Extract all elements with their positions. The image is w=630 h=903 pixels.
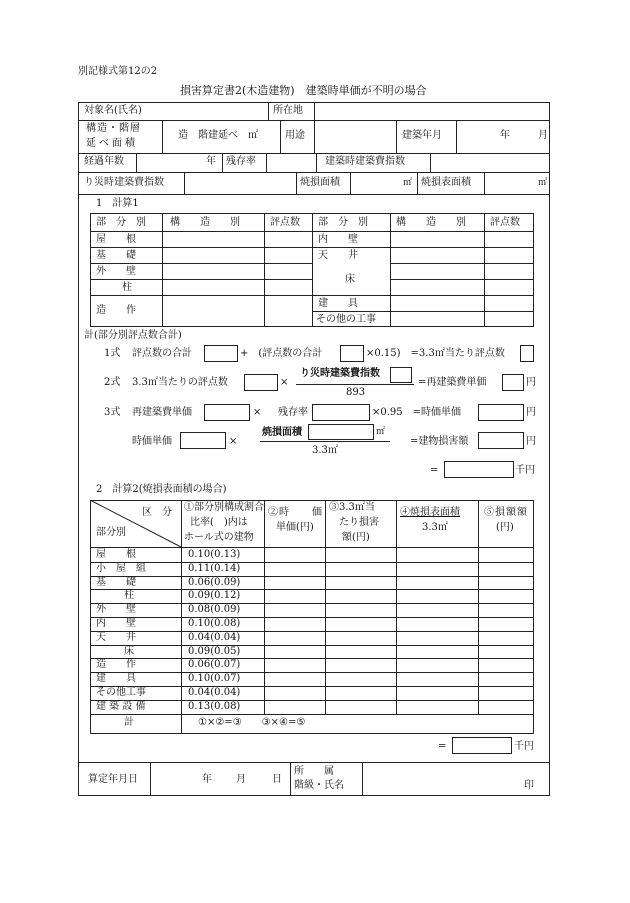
calc2-row-part: 屋 根: [96, 549, 136, 560]
calc1-heading: 1 計算1: [96, 198, 139, 209]
calc1-part-exterior-wall: 外 壁: [96, 266, 136, 277]
formula4-sqm: ㎡: [376, 427, 386, 437]
formula1-plus-text: + (評点数の合計: [240, 348, 323, 359]
calc2-thousand-yen: 千円: [514, 741, 534, 752]
calc2-row-ratio: 0.10(0.07): [188, 673, 241, 685]
calc2-row-ratio: 0.09(0.05): [188, 645, 241, 657]
formula3-residual-rate: 残存率: [278, 407, 308, 418]
calc2-row-divider: [90, 562, 534, 563]
col3-header-line1: ③3.3㎡当: [329, 502, 375, 513]
calc2-row-divider: [90, 589, 534, 590]
formula3-residual-rate-field[interactable]: [312, 404, 370, 421]
structure-floors-label: 構造・階層: [86, 123, 141, 134]
calc2-row-ratio: 0.13(0.08): [188, 700, 241, 712]
col4-header-line1: ④焼損表面積: [400, 507, 460, 518]
formula4-market-price-field[interactable]: [180, 432, 226, 449]
calc2-row-part: 外 壁: [96, 604, 136, 616]
col2-header-line1: ②時 価: [268, 507, 323, 518]
calc2-total-formula: ①×②=③ ③×④=⑤: [198, 717, 306, 728]
calc2-row-divider: [90, 576, 534, 577]
corner-bottom-label: 部分別: [96, 527, 126, 538]
calc1-part-interior-wall: 内 壁: [318, 234, 358, 245]
calc2-row-ratio: 0.08(0.09): [188, 604, 241, 616]
disaster-cost-index-label: り災時建築費指数: [84, 177, 164, 188]
build-month-unit: 月: [538, 130, 548, 141]
calc2-row-divider: [90, 603, 534, 604]
calc1-header-structure-left: 構 造 別: [170, 217, 240, 228]
col1-header-line2: 比率( )内は: [190, 517, 248, 528]
rank-name-label: 階級・氏名: [294, 780, 344, 791]
calc1-part-pillar: 柱: [122, 282, 132, 293]
calc1-header-score-right: 評点数: [490, 217, 520, 228]
formula2-label: 2式: [104, 377, 121, 388]
calc2-row-part: 建 具: [96, 673, 136, 685]
build-year-unit: 年: [500, 130, 510, 141]
formula2-score-field[interactable]: [244, 374, 278, 391]
calc2-row-divider: [90, 700, 534, 701]
calc2-row-part: 天 井: [96, 631, 136, 643]
formula1-score-total: 評点数の合計: [132, 348, 192, 359]
formula2-rebuild-unit-price: =再建築費単価: [418, 377, 487, 388]
formula4-damage-amount: =建物損害額: [410, 436, 469, 447]
formula3-result-field[interactable]: [478, 404, 524, 421]
formula4-burned-area-field[interactable]: [308, 424, 374, 440]
formula1-result-text: ×0.15) =3.3㎡当たり評点数: [366, 348, 505, 359]
calc1-header-part-right: 部 分 別: [318, 217, 368, 228]
calc2-row-ratio: 0.09(0.12): [188, 590, 241, 602]
col1-header-line3: ホール式の建物: [184, 532, 254, 543]
calc1-part-other-work: その他の工事: [316, 314, 376, 325]
calc1-thousand-eq: =: [430, 465, 439, 476]
formula1-label: 1式: [104, 348, 121, 359]
col4-header-line2: 3.3㎡: [422, 522, 448, 533]
calc2-thousand-eq: =: [438, 741, 447, 752]
calc2-row-ratio: 0.10(0.13): [188, 549, 241, 560]
calc2-row-part: 床: [124, 645, 134, 657]
formula4-denominator: 3.3㎡: [312, 445, 338, 456]
calc2-row-divider: [90, 645, 534, 646]
calc1-part-roof: 屋 根: [96, 234, 136, 245]
formula2-index-field[interactable]: [390, 367, 412, 383]
build-cost-index-label: 建築時建築費指数: [325, 156, 405, 167]
formula3-times: ×: [253, 407, 262, 418]
calc2-row-divider: [90, 658, 534, 659]
total-floor-area-label: 延べ面積: [86, 138, 138, 149]
residual-rate-label: 残存率: [226, 156, 256, 167]
formula2-denominator: 893: [346, 387, 366, 398]
calc1-part-floor: 床: [345, 274, 355, 285]
formula2-times: ×: [280, 377, 289, 388]
calc2-row-ratio: 0.11(0.14): [188, 562, 241, 574]
seal-label: 印: [524, 780, 534, 791]
page-title: 損害算定書2(木造建物) 建築時単価が不明の場合: [180, 84, 427, 97]
calc1-thousand-yen: 千円: [515, 465, 535, 476]
calc-date-year: 年: [202, 774, 212, 785]
formula2-yen: 円: [526, 377, 536, 388]
calc2-row-ratio: 0.04(0.04): [188, 631, 241, 643]
col5-header-line2: (円): [496, 522, 514, 533]
calc2-thousand-yen-field[interactable]: [452, 737, 512, 754]
formula1-score-total-field[interactable]: [204, 345, 238, 362]
col3-header-line2: たり損害: [339, 517, 379, 528]
structure-value: 造 階建延べ ㎡: [178, 130, 258, 141]
burned-surface-area-unit: ㎡: [538, 178, 548, 188]
formula1-score-total-field-2[interactable]: [340, 345, 364, 362]
calc2-row-part: その他工事: [96, 687, 146, 698]
calc1-total-label: 計(部分別評点数合計): [84, 330, 182, 341]
calc2-row-ratio: 0.06(0.09): [188, 576, 241, 588]
calc2-row-part: 基 礎: [96, 576, 136, 588]
formula3-yen: 円: [526, 407, 536, 418]
calc2-row-divider: [90, 686, 534, 687]
calc2-row-part: 内 壁: [96, 618, 136, 629]
col5-header-line1: ⑤損額額: [484, 507, 528, 518]
calc-date-month: 月: [236, 774, 246, 785]
calc1-part-ceiling: 天 井: [318, 250, 358, 261]
calc1-part-fittings: 建 具: [318, 298, 358, 309]
formula3-result-text: ×0.95 =時価単価: [372, 407, 462, 418]
formula4-result-field[interactable]: [478, 432, 524, 449]
usage-label: 用途: [285, 130, 305, 141]
formula4-times: ×: [229, 436, 238, 447]
formula4-yen: 円: [526, 436, 536, 447]
calc1-header-part-left: 部 分 別: [96, 217, 146, 228]
calc2-row-part: 小 屋 組: [96, 562, 146, 574]
calc2-row-part: 建 築 設 備: [96, 700, 146, 712]
col3-header-line3: 額(円): [342, 532, 370, 543]
calc-date-label: 算定年月日: [88, 774, 138, 785]
calc1-header-structure-right: 構 造 別: [396, 217, 466, 228]
calc2-heading: 2 計算2(焼損表面積の場合): [96, 484, 227, 495]
location-label: 所在地: [273, 105, 303, 116]
target-name-label: 対象名(氏名): [84, 105, 142, 116]
calc2-row-ratio: 0.04(0.04): [188, 687, 241, 698]
calc1-thousand-yen-field[interactable]: [444, 461, 514, 478]
calc2-row-divider: [90, 617, 534, 618]
calc2-total-label: 計: [124, 717, 134, 728]
burned-area-label: 焼損面積: [300, 177, 340, 188]
calc2-row-part: 柱: [124, 590, 134, 602]
calc2-row-ratio: 0.10(0.08): [188, 618, 241, 629]
affiliation-label: 所 属: [294, 766, 334, 777]
corner-top-label: 区 分: [142, 507, 172, 518]
calc2-row-divider: [90, 672, 534, 673]
calc-date-day: 日: [272, 774, 282, 785]
col2-header-line2: 単価(円): [276, 522, 314, 533]
calc2-row-ratio: 0.06(0.07): [188, 659, 241, 671]
calc1-part-fixtures: 造 作: [96, 305, 136, 316]
calc2-row-part: 造 作: [96, 659, 136, 671]
formula3-label: 3式: [104, 407, 121, 418]
elapsed-years-label: 経過年数: [84, 156, 124, 167]
calc1-part-foundation: 基 礎: [96, 250, 136, 261]
formula1-result-field[interactable]: [520, 345, 534, 362]
elapsed-years-unit: 年: [206, 156, 216, 167]
formula2-score: 3.3㎡当たりの評点数: [132, 377, 228, 388]
form-id: 別記様式第12の2: [78, 66, 158, 77]
col1-header-line1: ①部分別構成割合: [184, 502, 264, 513]
formula2-numerator: り災時建築費指数: [300, 368, 380, 379]
formula3-rebuild-price-field[interactable]: [204, 404, 250, 421]
formula4-market-price: 時価単価: [132, 436, 172, 447]
calc2-row-divider: [90, 631, 534, 632]
formula3-rebuild-price: 再建築費単価: [132, 407, 192, 418]
formula2-result-field[interactable]: [502, 374, 524, 391]
formula4-numerator: 焼損面積: [262, 427, 302, 438]
burned-surface-area-label: 焼損表面積: [421, 177, 471, 188]
calc1-header-score-left: 評点数: [270, 217, 300, 228]
build-date-label: 建築年月: [402, 130, 442, 141]
burned-area-unit: ㎡: [403, 178, 413, 188]
